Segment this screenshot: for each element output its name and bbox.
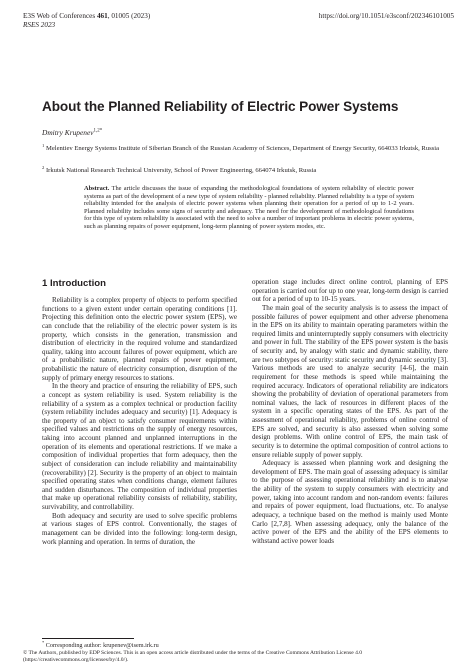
footnote-divider [42, 638, 134, 639]
paragraph: The main goal of the security analysis is to assess the impact of possible failures of power equipment and other adverse phenomena in the EPS on its ability to maintain operating parameters within the required limits and uninterruptedly supply consumers with electricity and power in full. The stability of the EPS power system is the basis of security and, by analogy with static and dynamic stability, there are two subtypes of security: static security and dynamic security [3]. Various methods are used to analyze security [4-6], the main requirement for these methods is speed while maintaining the required accuracy. Indicators of operational reliability are indicators showing the probability of deviation of operational parameters from nominal values, the lack of resources in different places of the system in a specific operating states of the EPS. As part of the assessment of operational reliability, problems of online control of EPS are solved, and security is also assessed when solving some design problems. With online control of EPS, the main task of security is to determine the optimal composition of control actions to ensure reliable supply of power supply. [252, 303, 448, 459]
affiliation-1-number: 1 [42, 143, 45, 148]
paragraph: In the theory and practice of ensuring the reliability of EPS, such a concept as system reliability is used. System reliability is the reliability of a system as a complex technical or production facility (system reliability includes adequacy and security) [1]. Adequacy is the property of an object to satisfy consumer requirements within specified values and restrictions on the supply of energy resources, taking into account planned and unplanned interruptions in the operation of its elements and operational restrictions. If we make a composition of individual properties that form adequacy, then the subject of consideration can include reliability and maintainability (recoverability) [2]. Security is the property of an object to maintain specified operating states when conditions change, element failures and sudden disturbances. The composition of individual properties that make up operational reliability consists of reliability, stability, survivability, and controllability. [42, 382, 237, 511]
doi-link[interactable]: https://doi.org/10.1051/e3sconf/202346101005 [318, 12, 454, 20]
journal-citation: E3S Web of Conferences 461, 01005 (2023) [23, 12, 151, 20]
volume-number: 461 [96, 12, 108, 20]
paragraph: Reliability is a complex property of objects to perform specified functions to a given extent under certain operating conditions [1]. Projecting this definition onto the electric power system (EPS), we can conclude that the reliability of the electric power system is its property, which consists in the generation, transmission and distribution of electricity in the required volume and standardized quality, taking into account failures of power equipment, which are of a probabilistic nature, planned repairs of power equipment, probabilistic the nature of electricity consumption, disruption of the supply of primary energy resources to stations. [42, 296, 237, 382]
footnote-marker: * [42, 640, 45, 645]
affiliation-2-number: 2 [42, 165, 45, 170]
affiliation-1 [42, 142, 442, 153]
author-superscript: 1,2* [93, 128, 103, 134]
footnote [42, 640, 159, 649]
paper-title: About the Planned Reliability of Electric Power Systems [42, 99, 399, 114]
abstract [84, 185, 414, 231]
affiliation-2-text: Irkutsk National Research Technical University, School of Power Engineering, 664074 Irkutsk, Russia [45, 167, 317, 175]
author-line [42, 128, 102, 137]
affiliation-1-text: Melentiev Energy Systems Institute of Siberian Branch of the Russian Academy of Sciences, Department of Energy Security, 664033 Irkutsk, Russia [45, 145, 439, 153]
body-column-left [42, 296, 237, 546]
affiliation-2 [42, 164, 442, 175]
footnote-text: Corresponding author: krupenev@isem.irk.ru [45, 642, 159, 650]
paragraph: Adequacy is assessed when planning work and designing the development of EPS. The main goal of assessing adequacy is similar to the purpose of assessing operational reliability and is to analyse the ability of the system to supply consumers with electricity and power, taking into account random and non-random events: failures and repairs of power equipment, load fluctuations, etc. To analyse adequacy, a technique based on the method is mainly used Monte Carlo [2,7,8]. When assessing adequacy, only the balance of the active power of the EPS and the ability of the EPS elements to withstand active power loads [252, 459, 448, 545]
paragraph: Both adequacy and security are used to solve specific problems at various stages of EPS control. Conventionally, the stages of management can be divided into the following: long-term design, work planning and operation. In terms of duration, the [42, 511, 237, 546]
abstract-text: The article discusses the issue of expanding the methodological foundations of system reliability of electric power systems as part of the development of a new type of system reliability - planned reliability. Planned reliability is a type of system reliability intended for the analysis of electric power systems when planning their operation for a period of up to 1-2 years. Planned reliability includes some signs of security and adequacy. The need for the development of methodological foundations for this type of system reliability is associated with the need to solve a number of important problems in electric power systems, such as planning repairs of power equipment, long-term planning of power system modes, etc. [84, 185, 415, 230]
license-notice: © The Authors, published by EDP Sciences. This is an open access article distributed under the terms of the Creative Commons Attribution License 4.0 (https://creativecommons.org/licenses/by/4.0/). [23, 650, 363, 663]
section-heading: 1 Introduction [42, 278, 106, 289]
conference-name: RSES 2023 [23, 20, 56, 29]
body-column-right [252, 278, 448, 545]
author-name: Dmitry Krupenev [42, 128, 94, 137]
running-header-left [23, 12, 150, 29]
abstract-label: Abstract. [84, 185, 110, 192]
paragraph: operation stage includes direct online control, planning of EPS operation is carried out for up to one year, long-term design is carried out for a period of up to 10-15 years. [252, 278, 448, 304]
